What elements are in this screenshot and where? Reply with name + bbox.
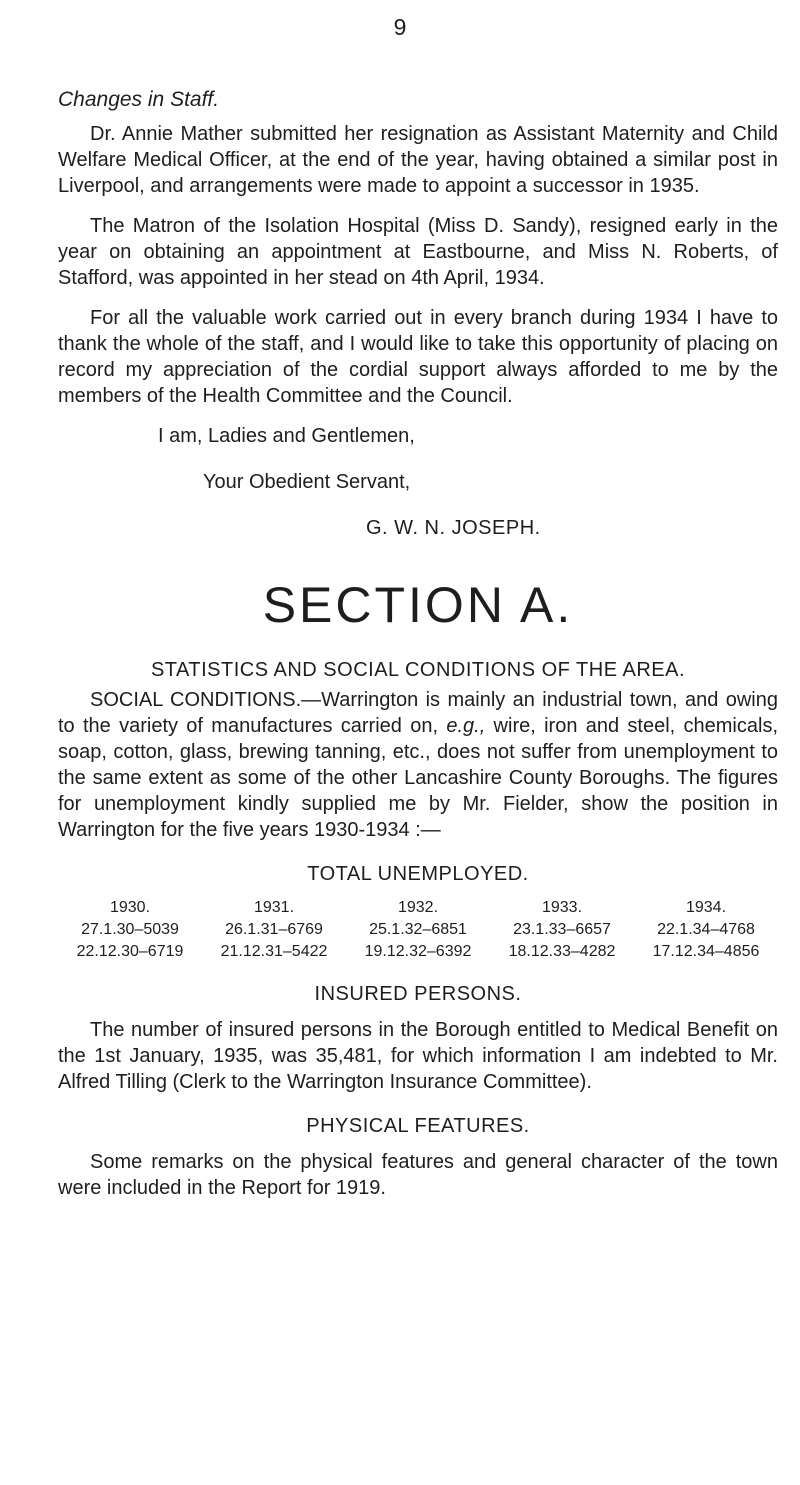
salutation: I am, Ladies and Gentlemen, [158, 425, 415, 447]
table-cell: 18.12.33–4282 [508, 943, 616, 960]
table-cell: 19.12.32–6392 [364, 943, 472, 960]
table-cell: 27.1.30–5039 [81, 921, 179, 938]
staff-paragraph-2: The Matron of the Isolation Hospital (Miss D. Sandy), resigned early in the year on obtaining an appointment at Eastbourne, and Miss N. Roberts, of Stafford, was appointed in her stead on 4th April, 1934. [58, 215, 778, 289]
table-cell: 22.12.30–6719 [76, 943, 184, 960]
table-cell: 17.12.34–4856 [652, 943, 760, 960]
insured-persons-heading: INSURED PERSONS. [314, 983, 522, 1005]
physical-features-heading: PHYSICAL FEATURES. [306, 1115, 530, 1137]
table-cell: 21.12.31–5422 [220, 943, 328, 960]
valediction: Your Obedient Servant, [203, 471, 411, 493]
letter-closing [58, 423, 778, 541]
table-header-cell: 1931. [253, 899, 295, 916]
physical-features-paragraph: Some remarks on the physical features and general character of the town were included in the Report for 1919. [58, 1151, 778, 1199]
section-title: SECTION A. [262, 577, 574, 633]
unemployed-table-title: TOTAL UNEMPLOYED. [307, 863, 529, 885]
social-conditions-eg: e.g., [446, 715, 486, 737]
table-header-cell: 1933. [541, 899, 583, 916]
insured-persons-paragraph: The number of insured persons in the Borough entitled to Medical Benefit on the 1st January, 1935, was 35,481, for which information I am indebted to Mr. Alfred Tilling (Clerk to the Warrington Insurance Committee). [58, 1019, 778, 1093]
social-conditions-text-1: —Warrington is mainly an industrial town, and owing to the variety of manufactures carried on, [58, 689, 778, 737]
table-header-row [58, 897, 778, 919]
changes-in-staff-heading: Changes in Staff. [58, 88, 220, 111]
table-cell: 25.1.32–6851 [369, 921, 467, 938]
section-subtitle: STATISTICS AND SOCIAL CONDITIONS OF THE AREA. [150, 659, 686, 681]
unemployed-table [58, 897, 778, 963]
table-cell: 26.1.31–6769 [225, 921, 323, 938]
table-row [58, 919, 778, 941]
page-content [58, 85, 778, 1215]
staff-paragraph-1: Dr. Annie Mather submitted her resignation as Assistant Maternity and Child Welfare Medical Officer, at the end of the year, having obtained a similar post in Liverpool, and arrangements were made to appoint a successor in 1935. [58, 123, 778, 197]
staff-paragraph-3: For all the valuable work carried out in every branch during 1934 I have to thank the whole of the staff, and I would like to take this opportunity of placing on record my appreciation of the cordial support always afforded to me by the members of the Health Committee and the Council. [58, 307, 778, 407]
social-conditions-paragraph [58, 687, 778, 843]
table-header-cell: 1932. [397, 899, 439, 916]
table-row [58, 941, 778, 963]
social-conditions-lead: SOCIAL CONDITIONS. [90, 689, 302, 711]
table-cell: 22.1.34–4768 [657, 921, 755, 938]
table-header-cell: 1930. [109, 899, 151, 916]
table-cell: 23.1.33–6657 [513, 921, 611, 938]
signature: G. W. N. JOSEPH. [366, 517, 541, 539]
social-conditions-text-2: wire, iron and steel, chemicals, soap, cotton, glass, brewing tanning, etc., does not suffer from unemployment to the same extent as some of the other Lancashire County Boroughs. The figures for unemployment kindly supplied me by Mr. Fielder, show the position in Warrington for the five years 1930-1934 :— [58, 715, 778, 841]
page-number: 9 [393, 14, 407, 40]
table-header-cell: 1934. [685, 899, 727, 916]
